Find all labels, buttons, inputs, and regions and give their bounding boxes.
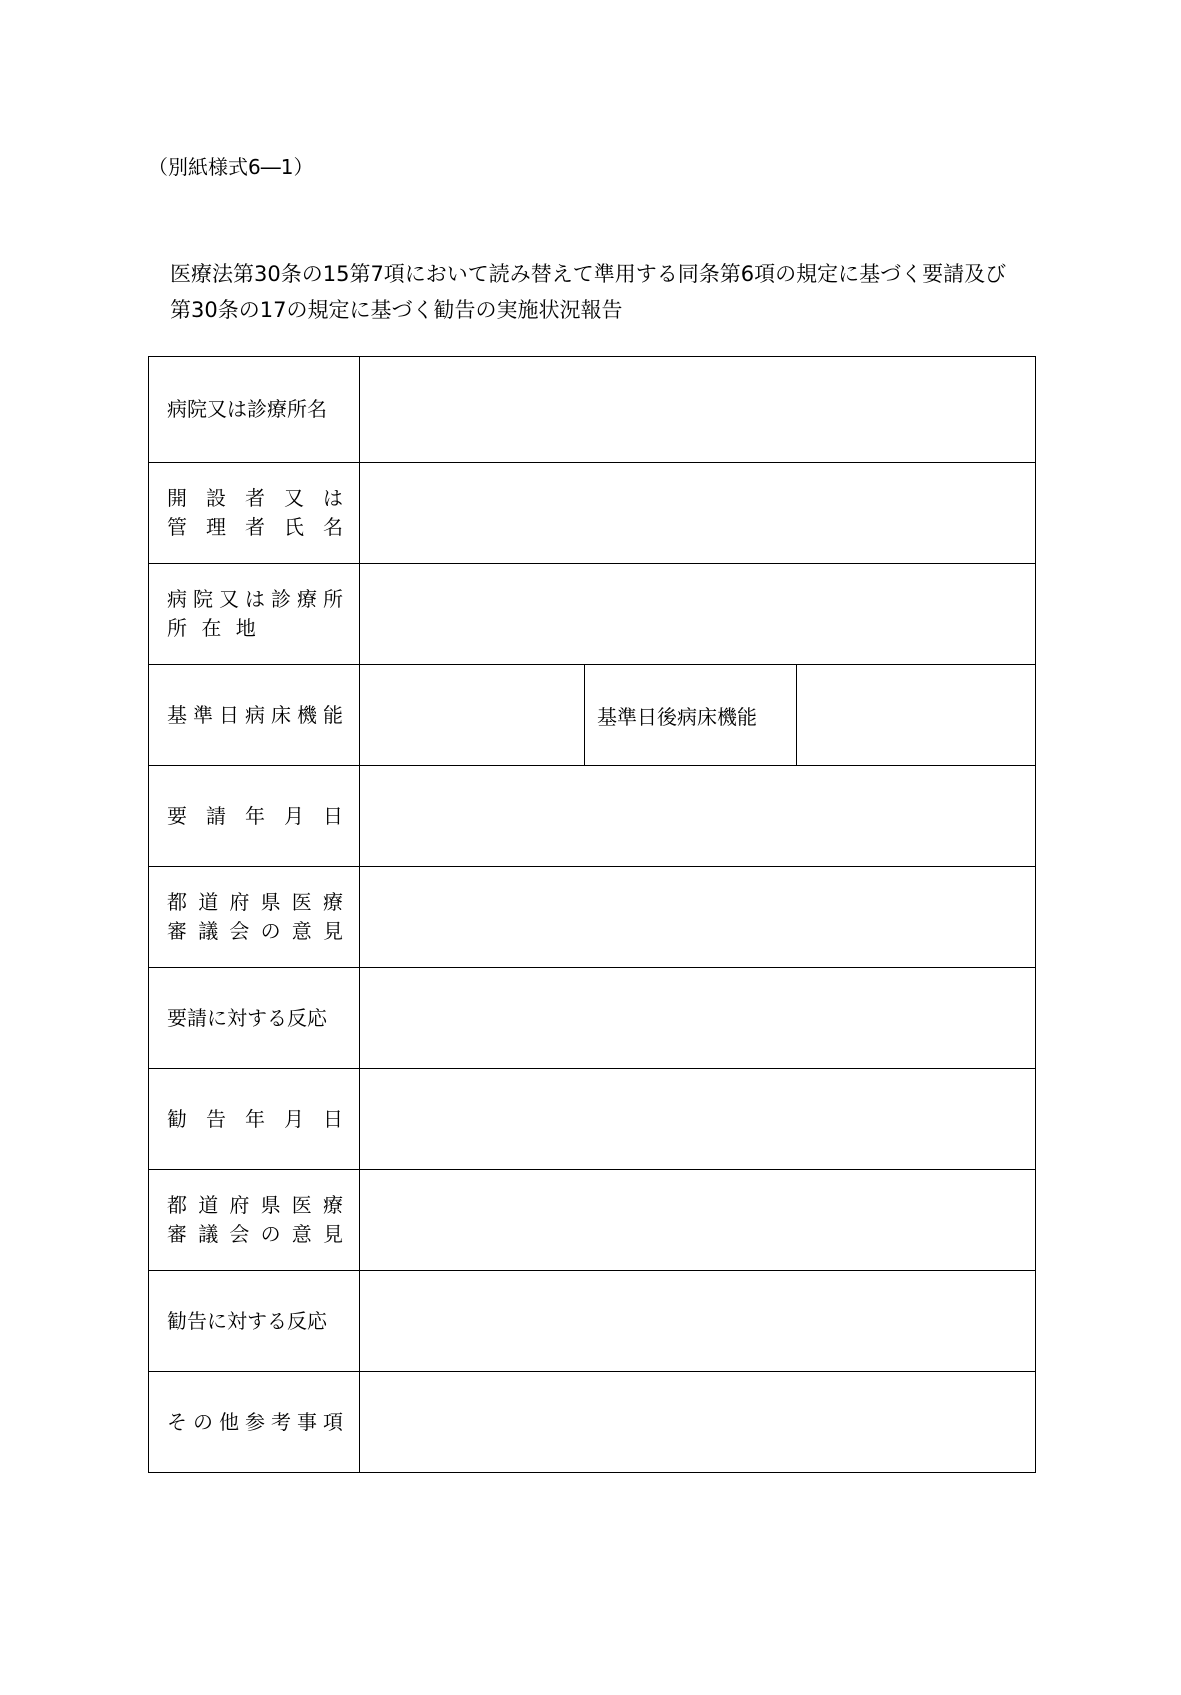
form-number: （別紙様式6―1） [148,155,314,179]
label-council-opinion-2: 都道府県医療 審議会の意見 [149,1170,360,1271]
input-request-response[interactable] [360,968,1036,1069]
label-recommendation-date: 勧 告 年 月 日 [149,1069,360,1170]
row-founder-manager [149,463,1036,564]
input-facility-address[interactable] [360,564,1036,665]
input-council-opinion-2[interactable] [360,1170,1036,1271]
input-bed-function-base[interactable] [360,665,585,766]
input-recommendation-response[interactable] [360,1271,1036,1372]
input-other-notes[interactable] [360,1372,1036,1473]
row-other-notes [149,1372,1036,1473]
row-facility-name [149,357,1036,463]
label-facility-name: 病院又は診療所名 [149,357,360,463]
document-title [170,256,1050,328]
input-facility-name[interactable] [360,357,1036,463]
row-council-opinion-2 [149,1170,1036,1271]
report-table [148,356,1036,1473]
label-request-date: 要 請 年 月 日 [149,766,360,867]
label-bed-function-after: 基準日後病床機能 [585,665,797,766]
label-council-opinion-1: 都道府県医療 審議会の意見 [149,867,360,968]
label-founder-manager: 開 設 者 又 は 管 理 者 氏 名 [149,463,360,564]
label-bed-function-base: 基準日病床機能 [149,665,360,766]
title-line-2: 第30条の17の規定に基づく勧告の実施状況報告 [170,298,623,322]
row-request-date [149,766,1036,867]
input-request-date[interactable] [360,766,1036,867]
row-recommendation-date [149,1069,1036,1170]
row-council-opinion-1 [149,867,1036,968]
row-facility-address [149,564,1036,665]
label-other-notes: その他参考事項 [149,1372,360,1473]
label-request-response: 要請に対する反応 [149,968,360,1069]
input-council-opinion-1[interactable] [360,867,1036,968]
label-facility-address: 病院又は診療所 所 在 地 [149,564,360,665]
input-bed-function-after[interactable] [797,665,1036,766]
row-bed-function [149,665,1036,766]
input-recommendation-date[interactable] [360,1069,1036,1170]
title-line-1: 医療法第30条の15第7項において読み替えて準用する同条第6項の規定に基づく要請及び [170,262,1007,286]
input-founder-manager[interactable] [360,463,1036,564]
row-request-response [149,968,1036,1069]
label-recommendation-response: 勧告に対する反応 [149,1271,360,1372]
row-recommendation-response [149,1271,1036,1372]
